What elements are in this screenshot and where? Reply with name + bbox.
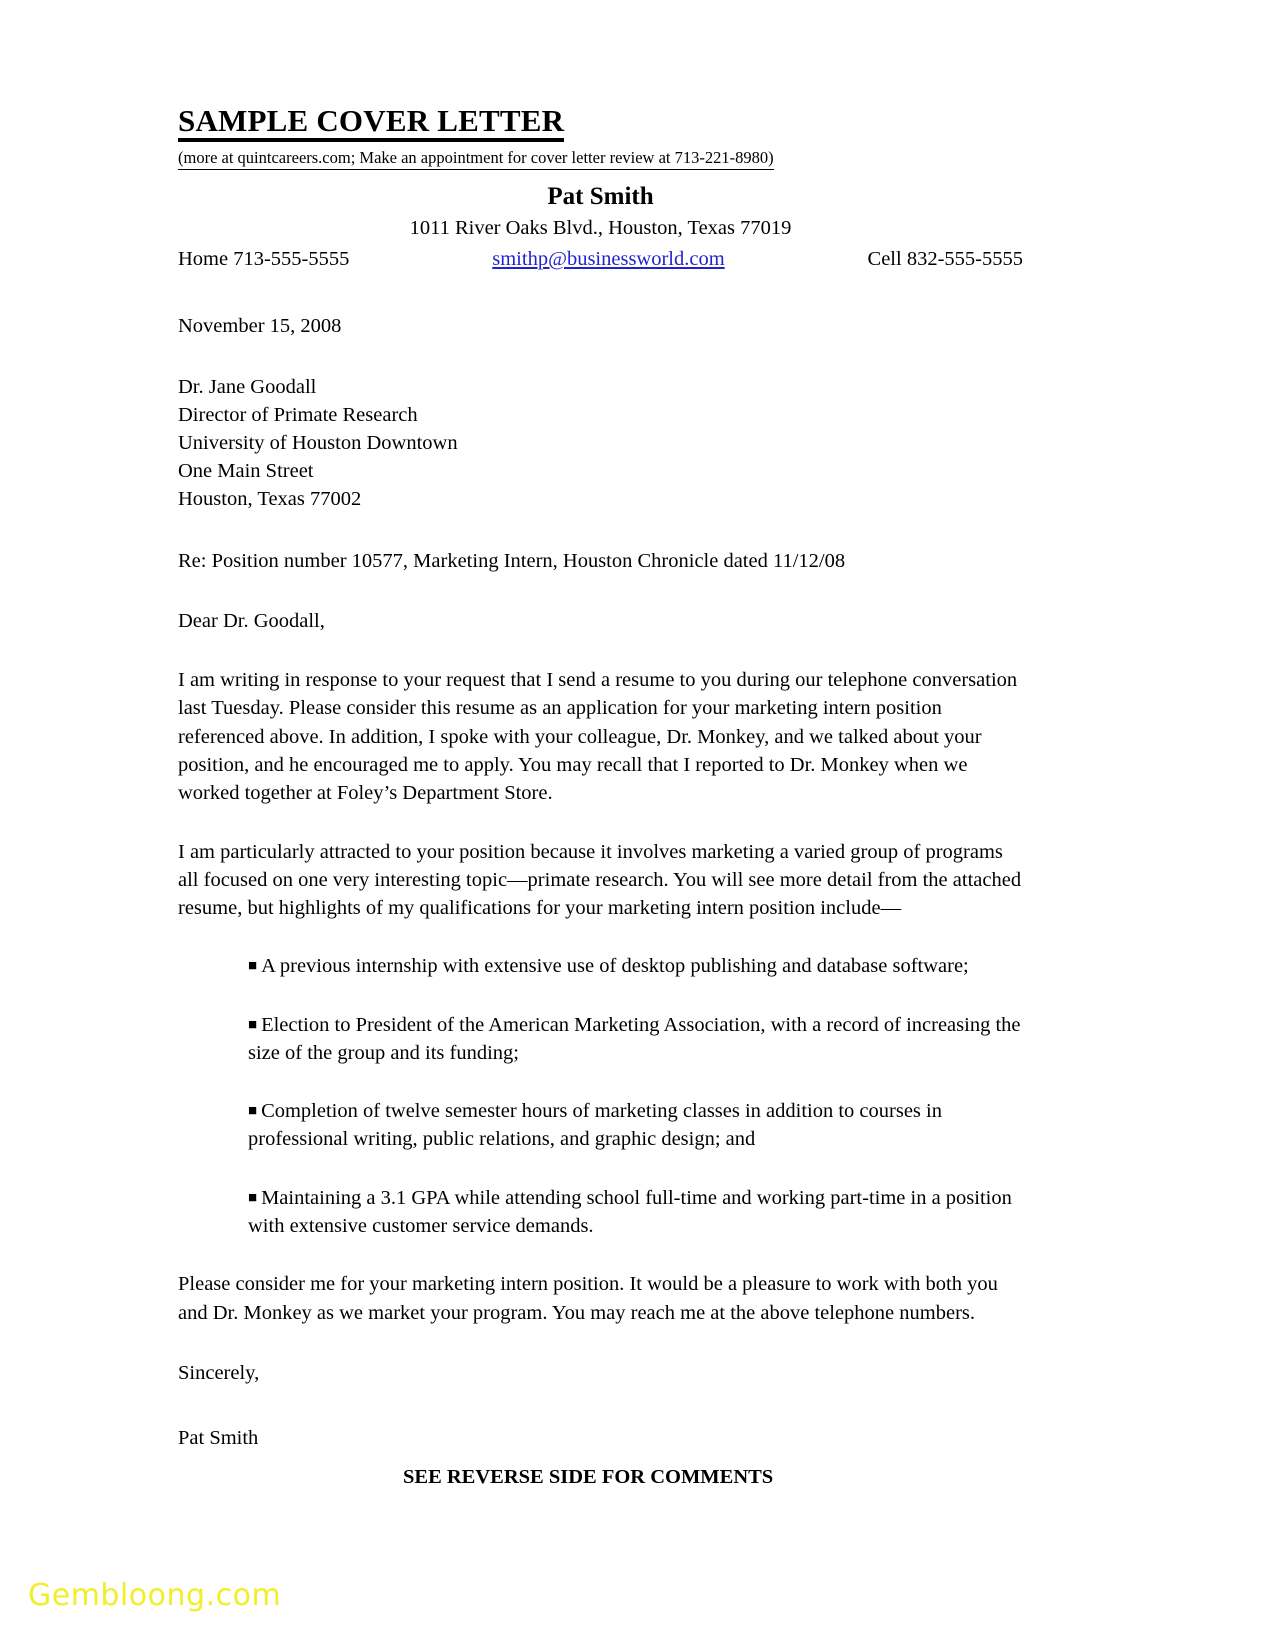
qualifications-list (178, 952, 1023, 1240)
subject-line: Re: Position number 10577, Marketing Intern, Houston Chronicle dated 11/12/08 (178, 549, 846, 572)
recipient-line: Director of Primate Research (178, 404, 418, 427)
square-bullet-icon: ■ (248, 1103, 258, 1120)
watermark: Gembloong.com (28, 1578, 282, 1613)
recipient-line: One Main Street (178, 460, 314, 483)
list-item (248, 1011, 1023, 1068)
body-paragraph-2: I am particularly attracted to your position because it involves marketing a varied group of programs all focused on one very interesting topic—primate research. You will see more detail from the attached resume, but highlights of my qualifications for your marketing intern position include— (178, 840, 1022, 920)
list-item-label: Election to President of the American Marketing Association, with a record of increasing the size of the group and its funding; (248, 1013, 1021, 1064)
letter-sheet (178, 104, 1023, 1491)
sender-home-phone: Home 713-555-5555 (178, 247, 350, 270)
list-item (248, 952, 1023, 980)
square-bullet-icon: ■ (248, 958, 258, 975)
sender-contact-row (178, 248, 1023, 271)
recipient-address-block (178, 374, 1023, 513)
list-item (248, 1097, 1023, 1154)
square-bullet-icon: ■ (248, 1189, 258, 1206)
document-subtitle: (more at quintcareers.com; Make an appointment for cover letter review at 713-221-8980) (178, 148, 774, 170)
signature-name: Pat Smith (178, 1426, 259, 1449)
list-item-label: Maintaining a 3.1 GPA while attending school full-time and working part-time in a position with extensive customer service demands. (248, 1186, 1012, 1238)
letterhead (178, 182, 1023, 271)
sender-name: Pat Smith (547, 183, 654, 211)
body-paragraph-1: I am writing in response to your request that I send a resume to you during our telephone conversation last Tuesday. Please consider this resume as an application for your marketing intern position referenced above. In addition, I spoke with your colleague, Dr. Monkey, and we talked about your position, and he encouraged me to apply. You may recall that I reported to Dr. Monkey when we worked together at Foley’s Department Store. (178, 669, 1018, 805)
sender-address: 1011 River Oaks Blvd., Houston, Texas 77019 (409, 217, 792, 240)
title-row (178, 104, 1023, 142)
list-item (248, 1184, 1023, 1241)
list-item-label: A previous internship with extensive use of desktop publishing and database software; (261, 955, 969, 978)
subtitle-row (178, 142, 1023, 170)
square-bullet-icon: ■ (248, 1016, 258, 1033)
closing-salutation: Sincerely, (178, 1361, 260, 1384)
recipient-line: Houston, Texas 77002 (178, 487, 362, 510)
sender-cell-phone: Cell 832-555-5555 (867, 247, 1023, 270)
sender-email-link[interactable]: smithp@businessworld.com (492, 247, 725, 270)
recipient-line: University of Houston Downtown (178, 432, 458, 455)
page-title: SAMPLE COVER LETTER (178, 104, 564, 142)
list-item-label: Completion of twelve semester hours of marketing classes in addition to courses in professional writing, public relations, and graphic design; and (248, 1100, 942, 1151)
closing-paragraph: Please consider me for your marketing intern position. It would be a pleasure to work with both you and Dr. Monkey as we market your program. You may reach me at the above telephone numbers. (178, 1273, 998, 1324)
letter-date: November 15, 2008 (178, 314, 342, 337)
recipient-line: Dr. Jane Goodall (178, 376, 317, 399)
salutation: Dear Dr. Goodall, (178, 610, 325, 633)
reverse-side-note: SEE REVERSE SIDE FOR COMMENTS (403, 1466, 774, 1489)
